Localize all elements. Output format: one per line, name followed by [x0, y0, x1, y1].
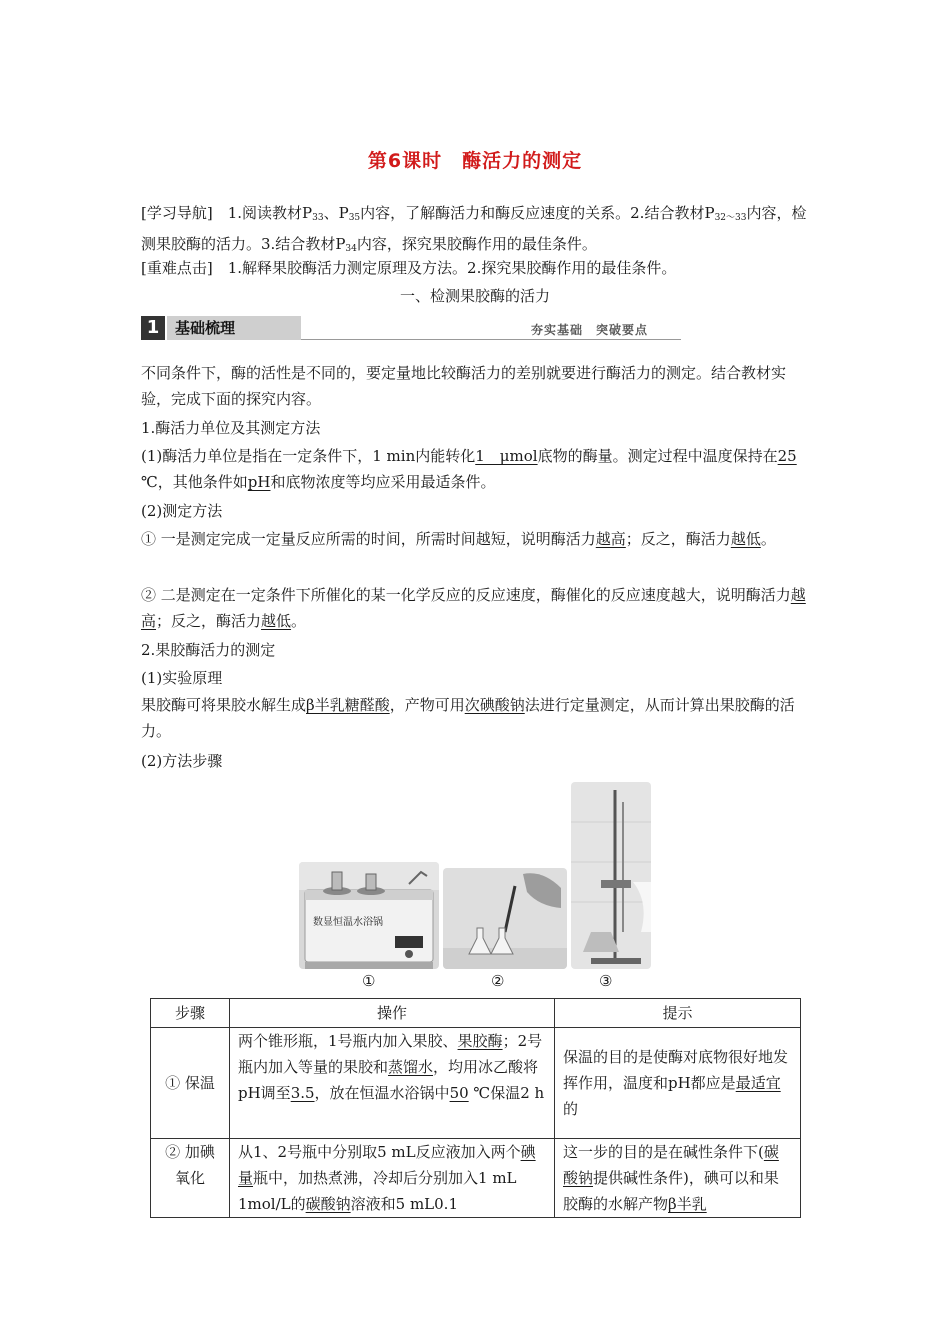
section-1-para-1: (1)酶活力单位是指在一定条件下，1 min内能转化1 μmol底物的酶量。测定过程中温度保持在25 ℃，其他条件如pH和底物浓度等均应采用最适条件。	[141, 447, 797, 491]
section-1-para-2: (2)测定方法	[141, 502, 223, 520]
table-cell-operation: 两个锥形瓶，1号瓶内加入果胶、果胶酶；2号瓶内加入等量的果胶和蒸馏水，均用冰乙酸将pH调至3.5，放在恒温水浴锅中50 ℃保温2 h	[230, 1028, 555, 1139]
titration-stand-image	[571, 782, 651, 969]
answer-blank: 1 μmol	[475, 447, 538, 465]
learning-guide: [学习导航] 1.阅读教材$P_{33}$、$P_{35}$内容，了解酶活力和酶反应速度的关系。2.结合教材$P_{32\sim 33}$内容，检测果胶酶的活力。3.结合教材$P_{34}$内容，探究果胶酶作用的最佳条件。	[141, 204, 807, 254]
answer-blank: 次碘酸钠	[464, 696, 525, 714]
table-cell-step: ① 保温	[151, 1028, 230, 1139]
key-tag: [重难点击]	[141, 259, 213, 277]
answer-blank: 3.5	[290, 1084, 315, 1102]
answer-blank: 碘量	[238, 1143, 536, 1187]
answer-blank: 最适宜	[735, 1074, 781, 1092]
table-cell-tip: 保温的目的是使酶对底物很好地发挥作用，温度和pH都应是最适宜的	[555, 1028, 801, 1139]
answer-blank: 25	[777, 447, 797, 465]
banner-number: 1	[141, 316, 165, 340]
answer-blank: 越高	[141, 586, 806, 630]
pipette-flask-photo	[443, 868, 567, 969]
table-cell-tip: 这一步的目的是在碱性条件下(碳酸钠提供碱性条件)，碘可以和果胶酶的水解产物β半乳	[555, 1139, 801, 1218]
pipette-flask-image	[443, 868, 567, 969]
guide-tag: [学习导航]	[141, 204, 213, 222]
photo-label-3: ③	[599, 972, 613, 990]
answer-blank: 蒸馏水	[388, 1058, 434, 1076]
section-heading: 一、检测果胶酶的活力	[399, 287, 550, 305]
section-1-para-4: ② 二是测定在一定条件下所催化的某一化学反应的反应速度，酶催化的反应速度越大，说明酶活力越高；反之，酶活力越低。	[141, 586, 806, 630]
table-header-cell: 提示	[555, 999, 801, 1028]
answer-blank: 越低	[730, 530, 761, 548]
answer-blank: β半乳	[668, 1195, 707, 1213]
water-bath-image	[299, 862, 439, 969]
water-bath-photo	[299, 862, 439, 969]
section-2-para-3: (2)方法步骤	[141, 752, 223, 770]
banner-label: 基础梳理	[167, 316, 301, 340]
section-2-para-1: (1)实验原理	[141, 669, 223, 687]
table-cell-step: ② 加碘氧化	[151, 1139, 230, 1218]
answer-blank: 越高	[595, 530, 626, 548]
answer-blank: 果胶酶	[457, 1032, 503, 1050]
page-title: 第6课时 酶活力的测定	[367, 150, 583, 172]
table-header-row	[151, 999, 801, 1028]
table-header-cell: 操作	[230, 999, 555, 1028]
table-row	[151, 1028, 801, 1139]
table-row	[151, 1139, 801, 1218]
titration-stand-photo	[571, 782, 651, 969]
section-1-title: 1.酶活力单位及其测定方法	[141, 419, 321, 437]
section-2-para-2: 果胶酶可将果胶水解生成β半乳糖醛酸，产物可用次碘酸钠法进行定量测定，从而计算出果胶酶的活力。	[141, 696, 795, 740]
answer-blank: pH	[247, 473, 271, 491]
table-header-cell: 步骤	[151, 999, 230, 1028]
photo-label-1: ①	[362, 972, 376, 990]
answer-blank: 50	[449, 1084, 469, 1102]
steps-table	[150, 998, 801, 1218]
key-points: [重难点击] 1.解释果胶酶活力测定原理及方法。2.探究果胶酶作用的最佳条件。	[141, 259, 677, 277]
section-banner	[141, 316, 811, 342]
section-1-para-3: ① 一是测定完成一定量反应所需的时间，所需时间越短，说明酶活力越高；反之，酶活力越低。	[141, 530, 776, 548]
answer-blank: 碳酸钠	[305, 1195, 351, 1213]
photo-label-2: ②	[491, 972, 505, 990]
answer-blank: 碳酸钠	[563, 1143, 779, 1187]
answer-blank: β半乳糖醛酸	[306, 696, 390, 714]
table-cell-operation: 从1、2号瓶中分别取5 mL反应液加入两个碘量瓶中，加热煮沸，冷却后分别加入1 mL 1mol/L的碳酸钠溶液和5 mL0.1	[230, 1139, 555, 1218]
banner-rule	[301, 339, 681, 340]
section-2-title: 2.果胶酶活力的测定	[141, 641, 276, 659]
intro-paragraph: 不同条件下，酶的活性是不同的，要定量地比较酶活力的差别就要进行酶活力的测定。结合教材实验，完成下面的探究内容。	[141, 364, 787, 408]
banner-subtitle: 夯实基础 突破要点	[531, 323, 649, 337]
bath-label-text: 数显恒温水浴锅	[313, 917, 383, 928]
answer-blank: 越低	[261, 612, 292, 630]
